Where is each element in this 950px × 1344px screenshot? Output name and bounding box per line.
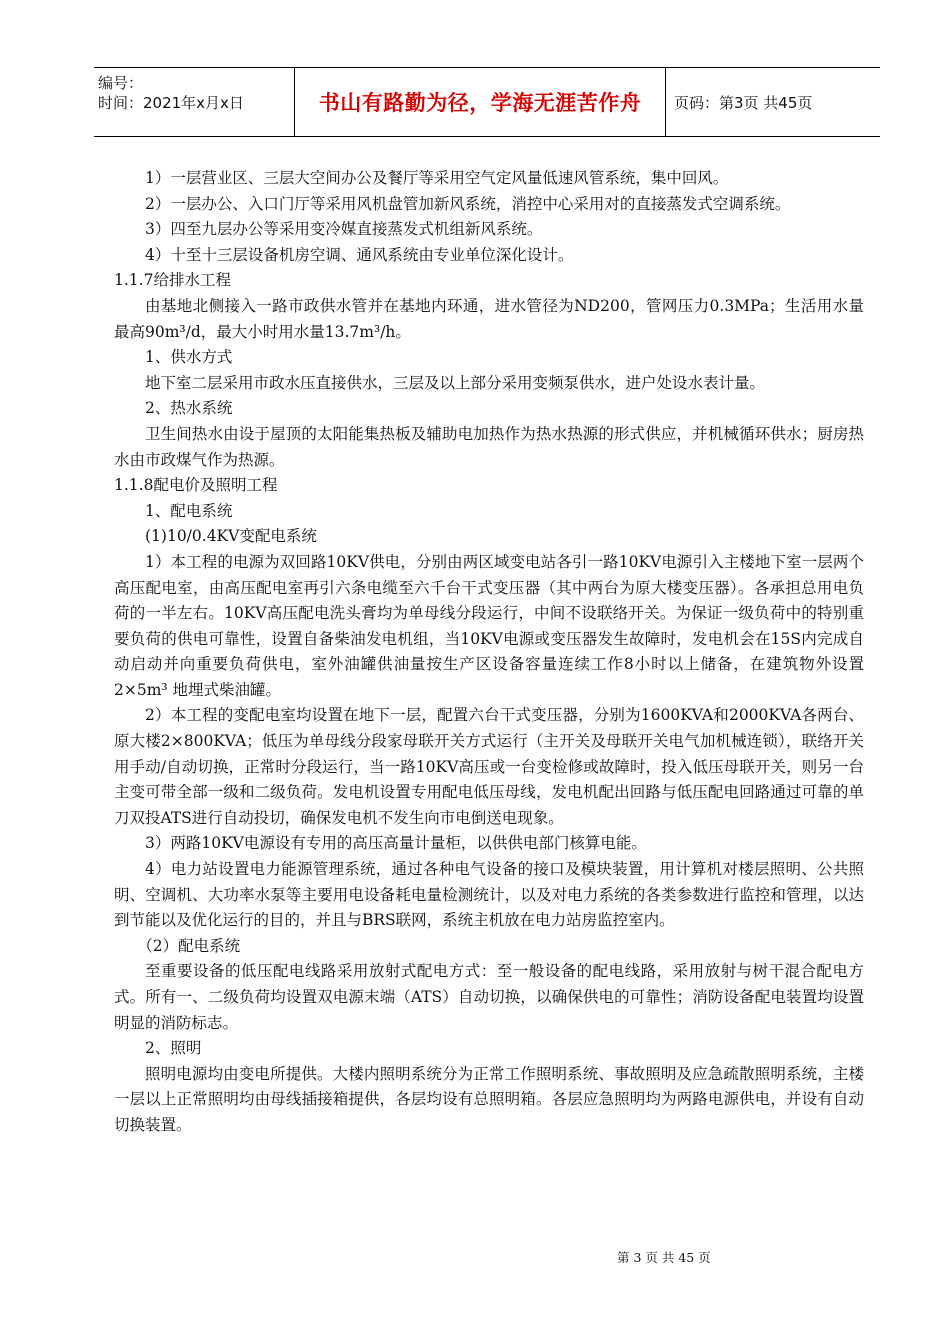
- document-number-label: 编号：: [98, 74, 144, 92]
- paragraph: 2）本工程的变配电室均设置在地下一层，配置六台干式变压器，分别为1600KVA和2000KVA各两台、原大楼2×800KVA；低压为单母线分段家母联开关方式运行（主开关及母联开关电气加机械连锁），联络开关用手动/自动切换，正常时分段运行，当一路10KV高压或一台变检修或故障时，投入低压母联开关，则另一台主变可带全部一级和二级负荷。发电机设置专用配电低压母线，发电机配出回路与低压配电回路通过可靠的单刀双投ATS进行自动投切，确保发电机不发生向市电倒送电现象。: [114, 706, 864, 827]
- subheading: 2、热水系统: [145, 399, 233, 418]
- header-page-info: 页码：第3页 共45页: [674, 93, 813, 112]
- paragraph: 4）电力站设置电力能源管理系统，通过各种电气设备的接口及模块装置，用计算机对楼层照明、公共照明、空调机、大功率水泵等主要用电设备耗电量检测统计，以及对电力系统的各类参数进行监控和管理，以达到节能以及优化运行的目的，并且与BRS联网，系统主机放在电力站房监控室内。: [114, 860, 864, 930]
- page-footer-text: 第 3 页 共 45 页: [617, 1250, 711, 1265]
- section-heading: 1.1.8配电价及照明工程: [114, 476, 278, 495]
- paragraph: 3）四至九层办公等采用变冷媒直接蒸发式机组新风系统。: [145, 220, 543, 239]
- paragraph: 2）一层办公、入口门厅等采用风机盘管加新风系统，消控中心采用对的直接蒸发式空调系统。: [145, 194, 791, 213]
- document-body: [114, 166, 864, 1139]
- header-motto: 书山有路勤为径，学海无涯苦作舟: [318, 91, 642, 115]
- header-motto-cell: [294, 68, 666, 136]
- header-table: [94, 67, 880, 137]
- header-meta: [94, 68, 294, 136]
- section-heading: 1.1.7给排水工程: [114, 271, 231, 290]
- paragraph: 至重要设备的低压配电线路采用放射式配电方式：至一般设备的配电线路，采用放射与树干混合配电方式。所有一、二级负荷均设置双电源末端（ATS）自动切换，以确保供电的可靠性；消防设备配电装置均设置明显的消防标志。: [114, 962, 864, 1032]
- paragraph: 卫生间热水由设于屋顶的太阳能集热板及辅助电加热作为热水热源的形式供应，并机械循环供水；厨房热水由市政煤气作为热源。: [114, 424, 864, 469]
- paragraph: 照明电源均由变电所提供。大楼内照明系统分为正常工作照明系统、事故照明及应急疏散照明系统，主楼一层以上正常照明均由母线插接箱提供，各层均设有总照明箱。各层应急照明均为两路电源供电，并设有自动切换装置。: [114, 1064, 864, 1134]
- subheading: (1)10/0.4KV变配电系统: [145, 527, 317, 546]
- paragraph: 1）本工程的电源为双回路10KV供电，分别由两区域变电站各引一路10KV电源引入主楼地下室一层两个高压配电室，由高压配电室再引六条电缆至六千台干式变压器（其中两台为原大楼变压器）。各承担总用电负荷的一半左右。10KV高压配电洗头膏均为单母线分段运行，中间不设联络开关。为保证一级负荷中的特别重要负荷的供电可靠性，设置自备柴油发电机组，当10KV电源或变压器发生故障时，发电机会在15S内完成自动启动并向重要负荷供电，室外油罐供油量按生产区设备容量连续工作8小时以上储备，在建筑物外设置2×5m³ 地埋式柴油罐。: [114, 552, 864, 699]
- paragraph: 地下室二层采用市政水压直接供水，三层及以上部分采用变频泵供水，进户处设水表计量。: [145, 373, 766, 392]
- paragraph: 由基地北侧接入一路市政供水管并在基地内环通，进水管径为ND200，管网压力0.3MPa；生活用水量最高90m³/d，最大小时用水量13.7m³/h。: [114, 296, 864, 341]
- subheading: （2）配电系统: [137, 936, 241, 955]
- paragraph: 4）十至十三层设备机房空调、通风系统由专业单位深化设计。: [145, 245, 574, 264]
- subheading: 2、照明: [145, 1039, 202, 1058]
- paragraph: 1）一层营业区、三层大空间办公及餐厅等采用空气定风量低速风管系统，集中回风。: [145, 169, 729, 187]
- subheading: 1、供水方式: [145, 348, 233, 367]
- subheading: 1、配电系统: [145, 501, 233, 520]
- paragraph: 3）两路10KV电源设有专用的高压高量计量柜，以供供电部门核算电能。: [145, 834, 647, 853]
- document-time-label: 时间：2021年x月x日: [98, 94, 244, 112]
